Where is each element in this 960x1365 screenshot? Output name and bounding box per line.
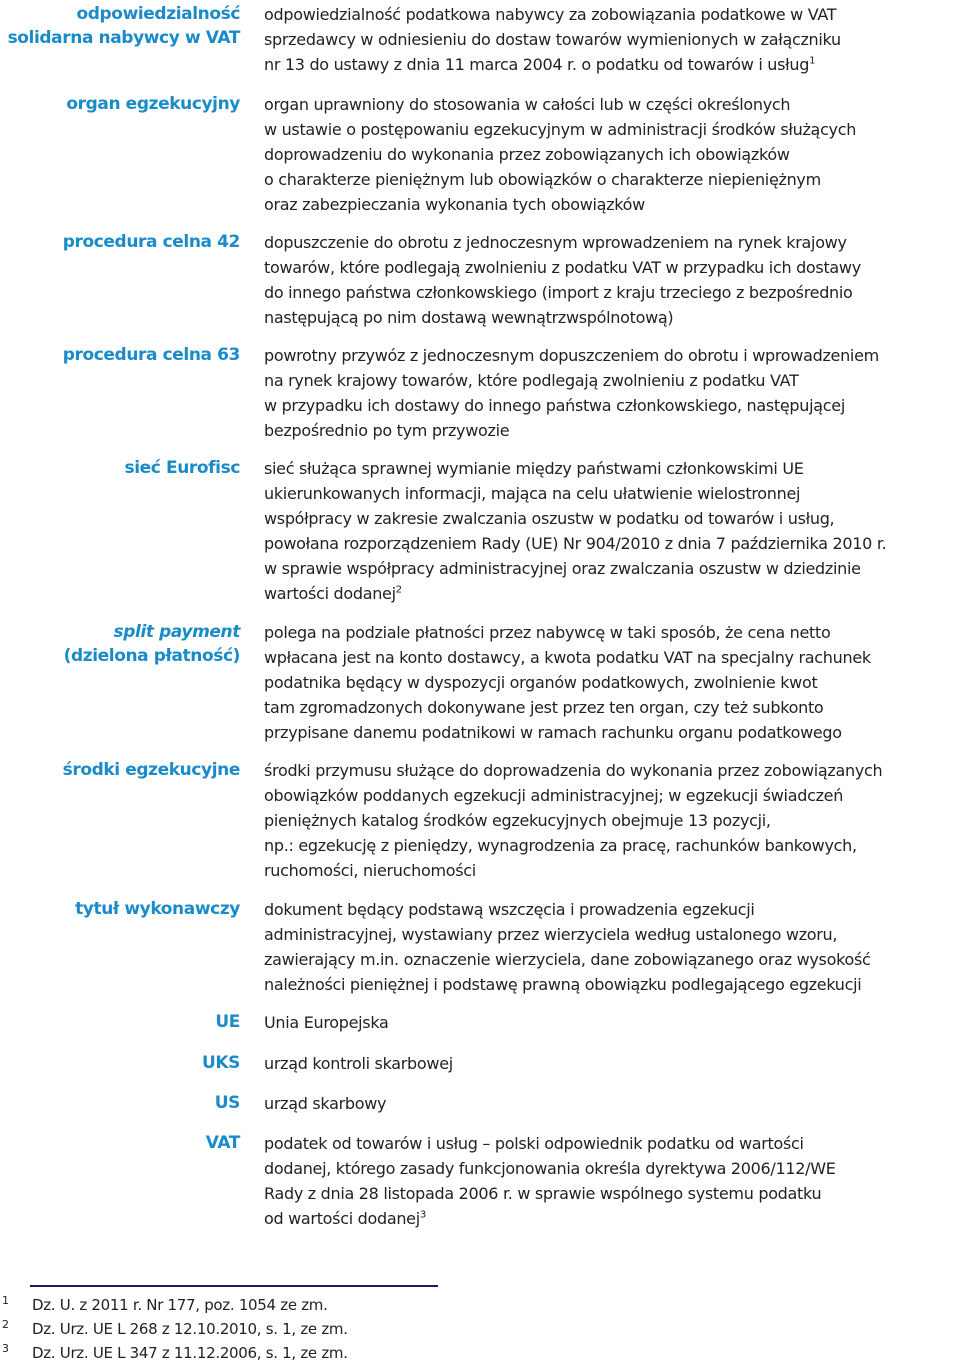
definition-line: powołana rozporządzeniem Rady (UE) Nr 904/2010 z dnia 7 października 2010 r. [264,534,887,553]
footnote-ref: 3 [419,1209,426,1221]
definition-line: urząd kontroli skarbowej [264,1054,453,1073]
footnote-text: Dz. Urz. UE L 347 z 11.12.2006, s. 1, ze zm. [32,1344,348,1362]
definition-line: podatek od towarów i usług – polski odpowiednik podatku od wartości [264,1134,804,1153]
glossary-term [4,92,240,116]
definition-line: towarów, które podlegają zwolnieniu z podatku VAT w przypadku ich dostawy [264,258,861,277]
glossary-term [4,1131,240,1155]
definition-line: odpowiedzialność podatkowa nabywcy za zobowiązania podatkowe w VAT [264,5,837,24]
term-line: procedura celna 42 [62,232,240,252]
definition-line: pieniężnych katalog środków egzekucyjnych obejmuje 13 pozycji, [264,811,771,830]
glossary-definition [264,2,956,77]
definition-line: w przypadku ich dostawy do innego państwa członkowskiego, następującej [264,396,845,415]
definition-line-text: nr 13 do ustawy z dnia 11 marca 2004 r. o podatku od towarów i usług [264,55,810,74]
footnote [0,1317,600,1341]
definition-line: Unia Europejska [264,1013,389,1032]
definition-line: dopuszczenie do obrotu z jednoczesnym wprowadzeniem na rynek krajowy [264,233,847,252]
glossary-term [4,456,240,480]
term-line: solidarna nabywcy w VAT [7,28,240,48]
definition-line: przypisane danemu podatnikowi w ramach rachunku organu podatkowego [264,723,842,742]
glossary-term [4,1051,240,1075]
definition-line: powrotny przywóz z jednoczesnym dopuszczeniem do obrotu i wprowadzeniem [264,346,879,365]
glossary-definition [264,343,956,443]
definition-line [264,1206,956,1231]
definition-line: urząd skarbowy [264,1094,387,1113]
footnote [0,1341,600,1365]
definition-line: na rynek krajowy towarów, które podlegają zwolnieniu z podatku VAT [264,371,799,390]
glossary-term [4,1091,240,1115]
term-line: VAT [205,1133,240,1153]
definition-line: administracyjnej, wystawiany przez wierzyciela według ustalonego wzoru, [264,925,838,944]
footnote-number: 2 [2,1318,9,1331]
definition-line-text: wartości dodanej [264,584,396,603]
term-line: (dzielona płatność) [63,646,240,666]
definition-line: doprowadzeniu do wykonania przez zobowiązanych ich obowiązków [264,145,790,164]
definition-line: oraz zabezpieczania wykonania tych obowiązków [264,195,645,214]
definition-line: obowiązków poddanych egzekucji administracyjnej; w egzekucji świadczeń [264,786,844,805]
footnote-ref: 1 [809,55,816,67]
definition-line: współpracy w zakresie zwalczania oszustw w podatku od towarów i usług, [264,509,835,528]
definition-line: w sprawie współpracy administracyjnej oraz zwalczania oszustw w dziedzinie [264,559,861,578]
definition-line: dokument będący podstawą wszczęcia i prowadzenia egzekucji [264,900,755,919]
glossary-definition [264,897,956,997]
definition-line: bezpośrednio po tym przywozie [264,421,510,440]
definition-line: ukierunkowanych informacji, mająca na celu ułatwienie wielostronnej [264,484,801,503]
definition-line: w ustawie o postępowaniu egzekucyjnym w administracji środków służących [264,120,857,139]
definition-line-text: od wartości dodanej [264,1209,420,1228]
definition-line: zawierający m.in. oznaczenie wierzyciela, dane zobowiązanego oraz wysokość [264,950,871,969]
footnote-text: Dz. U. z 2011 r. Nr 177, poz. 1054 ze zm. [32,1296,328,1314]
definition-line [264,581,956,606]
term-line: odpowiedzialność [76,4,240,24]
definition-line: podatnika będący w dyspozycji organów podatkowych, zwolnienie kwot [264,673,818,692]
definition-line: następującą po nim dostawą wewnątrzwspólnotową) [264,308,674,327]
definition-line: np.: egzekucję z pieniędzy, wynagrodzenia za pracę, rachunków bankowych, [264,836,857,855]
definition-line: należności pieniężnej i podstawę prawną obowiązku podlegającego egzekucji [264,975,862,994]
glossary-term [4,343,240,367]
term-line: organ egzekucyjny [66,94,240,114]
term-line: procedura celna 63 [62,345,240,365]
definition-line: dodanej, którego zasady funkcjonowania określa dyrektywa 2006/112/WE [264,1159,836,1178]
definition-line: ruchomości, nieruchomości [264,861,476,880]
term-line: tytuł wykonawczy [75,899,240,919]
glossary-term [4,230,240,254]
footnote-number: 3 [2,1342,9,1355]
glossary-definition [264,1010,956,1035]
footnote-number: 1 [2,1294,9,1307]
term-line: UKS [201,1053,240,1073]
term-line: UE [215,1012,240,1032]
definition-line: sieć służąca sprawnej wymianie między państwami członkowskimi UE [264,459,804,478]
term-line: US [214,1093,240,1113]
glossary-definition [264,92,956,217]
definition-line: o charakterze pieniężnym lub obowiązków o charakterze niepieniężnym [264,170,821,189]
glossary-definition [264,620,956,745]
footnote-divider [30,1285,438,1287]
definition-line: do innego państwa członkowskiego (import z kraju trzeciego z bezpośrednio [264,283,853,302]
definition-line [264,52,956,77]
term-line: środki egzekucyjne [62,760,240,780]
glossary-term [4,620,240,668]
definition-line: środki przymusu służące do doprowadzenia do wykonania przez zobowiązanych [264,761,883,780]
glossary-definition [264,758,956,883]
footnote-text: Dz. Urz. UE L 268 z 12.10.2010, s. 1, ze zm. [32,1320,348,1338]
definition-line: sprzedawcy w odniesieniu do dostaw towarów wymienionych w załączniku [264,30,841,49]
glossary-term [4,758,240,782]
definition-line: polega na podziale płatności przez nabywcę w taki sposób, że cena netto [264,623,831,642]
footnote [0,1293,600,1317]
definition-line: tam zgromadzonych dokonywane jest przez ten organ, czy też subkonto [264,698,824,717]
glossary-term [4,2,240,50]
term-line: sieć Eurofisc [124,458,240,478]
definition-line: organ uprawniony do stosowania w całości lub w części określonych [264,95,791,114]
glossary-definition [264,1131,956,1231]
term-line: split payment [113,622,240,642]
glossary-definition [264,456,956,606]
definition-line: Rady z dnia 28 listopada 2006 r. w sprawie wspólnego systemu podatku [264,1184,822,1203]
glossary-term [4,1010,240,1034]
glossary-definition [264,230,956,330]
glossary-definition [264,1091,956,1116]
footnote-ref: 2 [395,584,402,596]
glossary-definition [264,1051,956,1076]
definition-line: wpłacana jest na konto dostawcy, a kwota podatku VAT na specjalny rachunek [264,648,871,667]
footnotes [0,1293,600,1365]
glossary-term [4,897,240,921]
